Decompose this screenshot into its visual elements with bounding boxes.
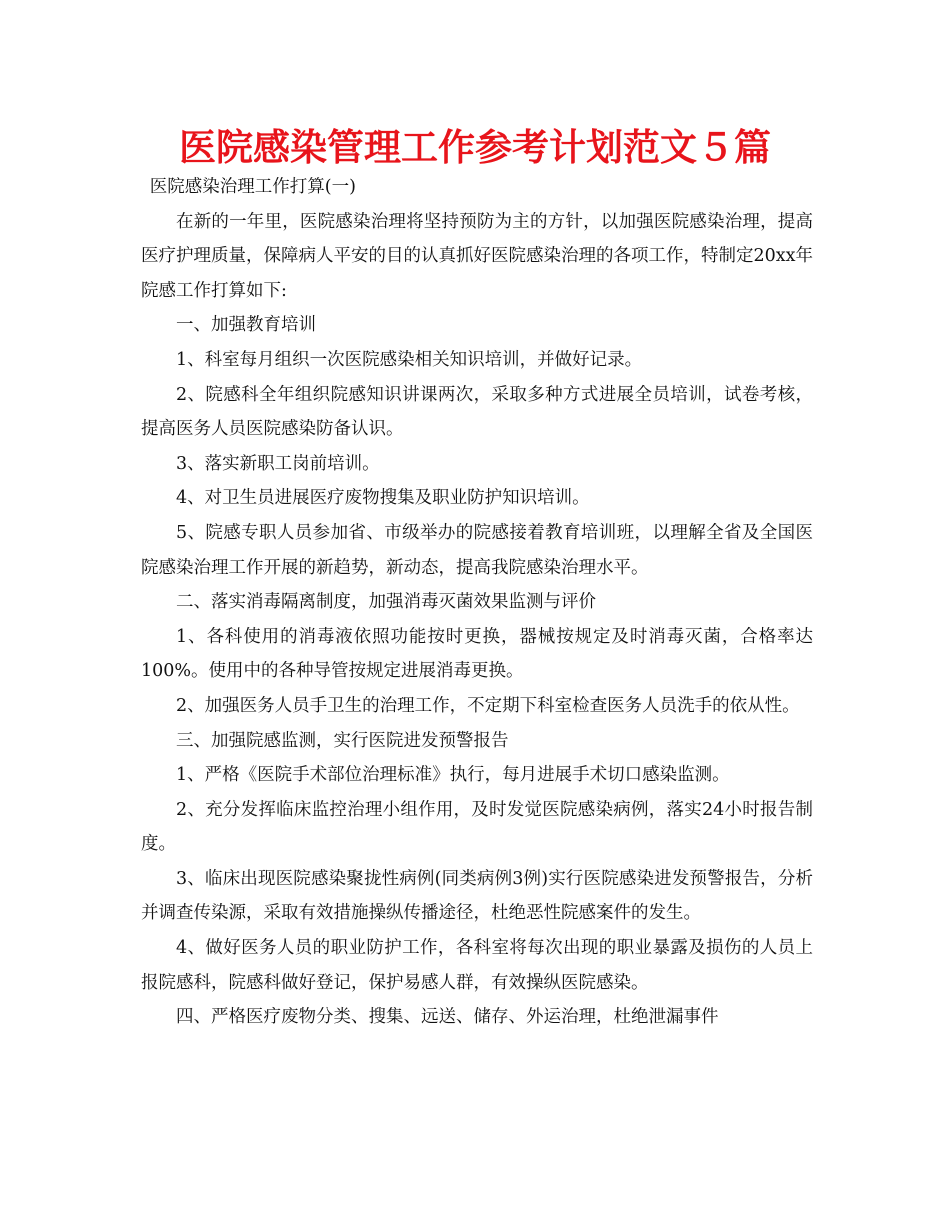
section-heading: 三、加强院感监测，实行医院进发预警报告: [176, 730, 509, 751]
list-item: 3、临床出现医院感染聚拢性病例(同类病例3例)实行医院感染进发预警报告，分析并调查传染源，采取有效措施操纵传播途径，杜绝恶性院感案件的发生。: [141, 868, 813, 924]
section-heading: 二、落实消毒隔离制度，加强消毒灭菌效果监测与评价: [176, 592, 596, 613]
section-heading: 医院感染治理工作打算(一): [149, 177, 356, 197]
section-heading: 四、严格医疗废物分类、搜集、远送、储存、外运治理，杜绝泄漏事件: [176, 1007, 719, 1028]
list-item: 4、做好医务人员的职业防护工作，各科室将每次出现的职业暴露及损伤的人员上报院感科，院感科做好登记，保护易感人群，有效操纵医院感染。: [141, 938, 813, 993]
list-item: 1、各科使用的消毒液依照功能按时更换，器械按规定及时消毒灭菌，合格率达100%。使用中的各种导管按规定进展消毒更换。: [141, 626, 813, 682]
list-item: 2、院感科全年组织院感知识讲课两次，采取多种方式进展全员培训，试卷考核，提高医务人员医院感染防备认识。: [141, 384, 813, 440]
document-body: [141, 170, 813, 1035]
list-item: 1、科室每月组织一次医院感染相关知识培训，并做好记录。: [176, 349, 643, 370]
list-item: 5、院感专职人员参加省、市级举办的院感接着教育培训班，以理解全省及全国医院感染治理工作开展的新趋势，新动态，提高我院感染治理水平。: [141, 522, 813, 578]
list-item: 2、加强医务人员手卫生的治理工作，不定期下科室检查医务人员洗手的依从性。: [176, 695, 800, 716]
paragraph: 在新的一年里，医院感染治理将坚持预防为主的方针，以加强医院感染治理，提高医疗护理质量，保障病人平安的目的认真抓好医院感染治理的各项工作，特制定20xx年院感工作打算如下:: [141, 211, 814, 301]
list-item: 2、充分发挥临床监控治理小组作用，及时发觉医院感染病例，落实24小时报告制度。: [141, 799, 813, 855]
list-item: 4、对卫生员进展医疗废物搜集及职业防护知识培训。: [176, 488, 590, 509]
list-item: 1、严格《医院手术部位治理标准》执行，每月进展手术切口感染监测。: [176, 765, 730, 786]
list-item: 3、落实新职工岗前培训。: [176, 453, 380, 474]
section-heading: 一、加强教育培训: [176, 315, 316, 336]
document-title: 医院感染管理工作参考计划范文５篇: [179, 126, 771, 169]
